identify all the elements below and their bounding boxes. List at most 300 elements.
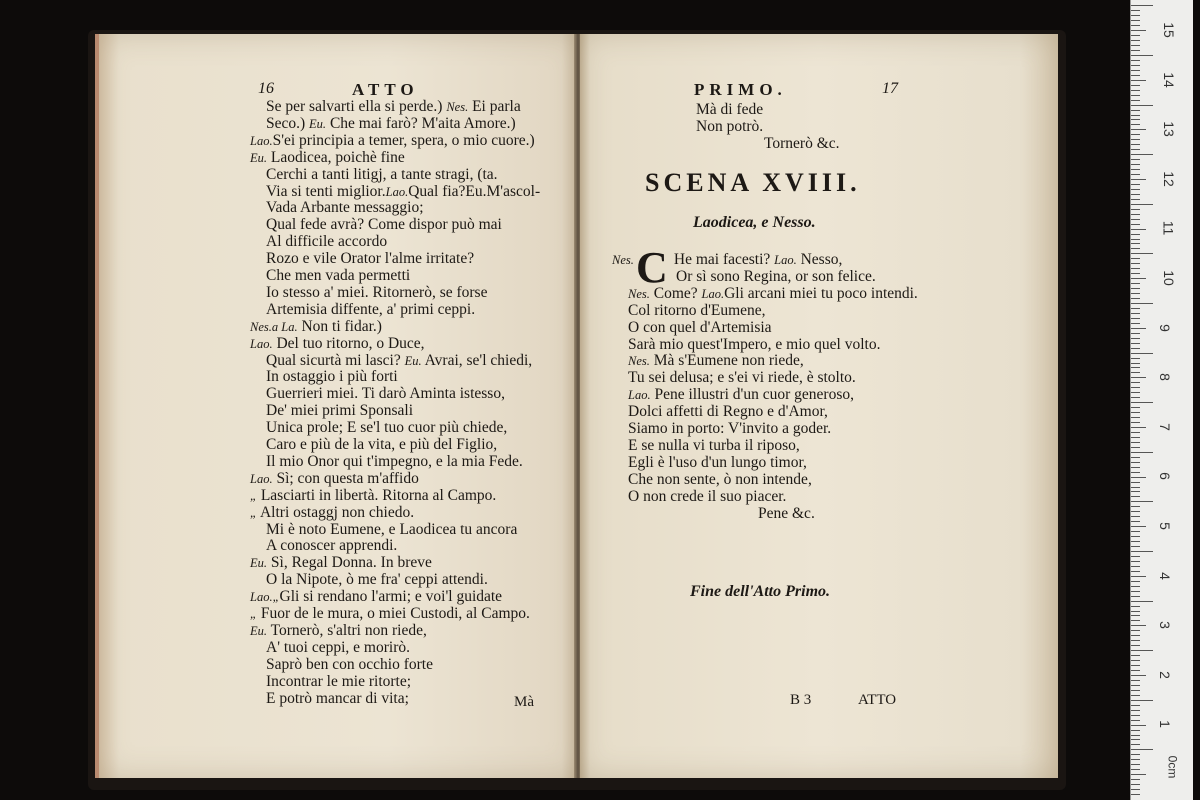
ruler-tick	[1131, 491, 1140, 492]
ruler-tick	[1131, 268, 1140, 269]
line-text: Unica prole; E se'l tuo cuor più chiede,	[266, 419, 508, 437]
ruler-tick	[1131, 635, 1140, 636]
ruler-tick	[1131, 437, 1140, 438]
left-text-line	[250, 318, 382, 336]
ruler-tick	[1131, 566, 1140, 567]
ruler-tick	[1131, 85, 1140, 86]
left-page-number: 16	[258, 80, 274, 97]
line-text: Ei parla	[468, 98, 521, 115]
ruler-tick	[1131, 615, 1140, 616]
signature-mark: B 3	[790, 692, 812, 708]
ruler-tick	[1131, 105, 1153, 106]
ruler-tick	[1131, 194, 1140, 195]
ruler-tick	[1131, 700, 1153, 701]
line-text: Saprò ben con occhio forte	[266, 655, 433, 673]
line-text: Rozo e vile Orator l'alme irritate?	[266, 250, 475, 268]
left-text-line	[266, 284, 487, 301]
ruler-tick	[1131, 645, 1140, 646]
left-text-line	[250, 470, 419, 488]
right-text-line	[612, 251, 842, 269]
ruler-tick	[1131, 561, 1140, 562]
ruler-tick	[1131, 60, 1140, 61]
speaker-label: Lao.	[628, 388, 651, 403]
left-text-line	[266, 656, 433, 673]
right-page-number: 17	[882, 80, 898, 97]
left-text-line	[266, 368, 398, 385]
left-text-line	[266, 385, 505, 402]
ruler-tick	[1131, 784, 1140, 785]
ruler-tick	[1131, 139, 1140, 140]
right-text-line	[628, 319, 772, 336]
ruler-tick	[1131, 219, 1140, 220]
ruler-tick	[1131, 5, 1153, 6]
left-catchword: Mà	[514, 694, 534, 710]
speaker-label: Lao.	[250, 133, 273, 148]
ruler-tick	[1131, 353, 1153, 354]
ruler-tick	[1131, 472, 1140, 473]
left-text-line	[266, 537, 397, 554]
ruler-tick	[1131, 650, 1153, 651]
ruler-tick	[1131, 735, 1140, 736]
ruler-number: 1	[1156, 720, 1173, 729]
ruler-tick	[1131, 80, 1146, 81]
ruler-tick	[1131, 739, 1140, 740]
line-text: Se per salvarti ella si perde.)	[266, 98, 447, 115]
left-text-line	[266, 216, 502, 233]
ruler-tick	[1131, 462, 1140, 463]
ruler-tick	[1131, 323, 1140, 324]
right-text-line	[628, 420, 831, 437]
left-text-line	[266, 98, 521, 116]
ruler-tick	[1131, 258, 1140, 259]
ruler-tick	[1131, 496, 1140, 497]
line-text: Non ti fidar.)	[297, 317, 382, 335]
ruler-tick	[1131, 556, 1140, 557]
ruler-tick	[1131, 263, 1140, 264]
ruler-tick	[1131, 174, 1140, 175]
ruler-tick	[1131, 412, 1140, 413]
ruler-tick	[1131, 442, 1140, 443]
ruler-tick	[1131, 333, 1140, 334]
ruler-number: 6	[1156, 472, 1173, 481]
ruler-number: 10	[1160, 270, 1177, 286]
ruler-number: 9	[1156, 323, 1173, 332]
right-top-line-2: Non potrò.	[696, 118, 764, 135]
line-text: Qual fede avrà? Come dispor può mai	[266, 216, 502, 234]
ruler-tick	[1131, 541, 1140, 542]
ruler-tick	[1131, 417, 1140, 418]
line-text: Pene &c.	[758, 504, 815, 522]
line-text: De' miei primi Sponsali	[266, 402, 414, 420]
ruler-tick	[1131, 620, 1140, 621]
speaker-label: Lao.„	[250, 590, 280, 605]
left-text-line	[266, 419, 507, 436]
ruler-tick	[1131, 611, 1140, 612]
ruler-tick	[1131, 730, 1140, 731]
line-text: Laodicea, poichè fine	[267, 148, 405, 166]
ruler-tick	[1131, 670, 1140, 671]
left-text-line	[266, 402, 413, 419]
ruler-tick	[1131, 20, 1140, 21]
line-text: Vada Arbante messaggio;	[266, 199, 424, 217]
ruler-tick	[1131, 40, 1140, 41]
ruler-tick	[1131, 124, 1140, 125]
ruler-tick	[1131, 348, 1140, 349]
ruler-tick	[1131, 382, 1140, 383]
ruler-tick	[1131, 55, 1153, 56]
line-text: Sarà mio quest'Impero, e mio quel volto.	[628, 335, 881, 353]
act-end-note: Fine dell'Atto Primo.	[690, 583, 831, 600]
right-text-line	[628, 437, 800, 454]
scene-title: SCENA XVIII.	[645, 168, 861, 197]
left-text-line	[266, 571, 488, 588]
speaker-label: Nes.a La.	[250, 319, 298, 334]
line-text: Mi è noto Eumene, e Laodicea tu ancora	[266, 520, 518, 538]
line-text: Cerchi a tanti litigj, a tante stragi, (ta.	[266, 165, 498, 183]
ruler-tick	[1131, 482, 1140, 483]
ruler-tick	[1131, 452, 1153, 453]
speaker-label: „	[250, 607, 257, 621]
line-text: Dolci affetti di Regno e d'Amor,	[628, 403, 828, 421]
left-text-line	[266, 115, 516, 133]
ruler-tick	[1131, 209, 1140, 210]
line-text: Avrai, se'l chiedi,	[421, 351, 533, 369]
ruler-tick	[1131, 144, 1140, 145]
ruler-number: 7	[1156, 422, 1173, 431]
right-text-line	[628, 336, 880, 353]
ruler-tick	[1131, 715, 1140, 716]
left-text-line	[266, 690, 409, 707]
ruler-tick	[1131, 546, 1140, 547]
ruler-tick	[1131, 397, 1140, 398]
line-text: Siamo in porto: V'invito a goder.	[628, 420, 832, 437]
right-running-head: PRIMO.	[694, 80, 787, 99]
line-text: Tu sei delusa; e s'ei vi riede, è stolto.	[628, 369, 856, 387]
ruler-tick	[1131, 298, 1140, 299]
ruler-tick	[1131, 675, 1146, 676]
line-text: Tornerò, s'altri non riede,	[267, 621, 427, 639]
ruler-tick	[1131, 432, 1140, 433]
ruler-tick	[1131, 710, 1140, 711]
ruler-tick	[1131, 372, 1140, 373]
line-text: Del tuo ritorno, o Duce,	[272, 334, 425, 352]
ruler-tick	[1131, 744, 1140, 745]
ruler-tick	[1131, 759, 1140, 760]
ruler-unit-label: 0cm	[1165, 755, 1180, 779]
right-top-line-3: Tornerò &c.	[764, 135, 840, 152]
ruler-number: 12	[1160, 171, 1177, 187]
ruler-tick	[1131, 774, 1146, 775]
line-text: E potrò mancar di vita;	[266, 689, 409, 707]
right-text-line	[628, 454, 807, 471]
ruler-tick	[1131, 606, 1140, 607]
line-text: S'ei principia a temer, spera, o mio cuore.)	[272, 131, 535, 149]
ruler-tick	[1131, 531, 1140, 532]
ruler-tick	[1131, 234, 1140, 235]
left-text-line	[250, 605, 530, 623]
ruler-tick	[1131, 655, 1140, 656]
speaker-label: Eu.	[250, 150, 268, 165]
ruler-tick	[1131, 189, 1140, 190]
left-text-line	[266, 267, 410, 284]
ruler-tick	[1131, 581, 1140, 582]
ruler-tick	[1131, 214, 1140, 215]
ruler-tick	[1131, 680, 1140, 681]
right-text-line	[628, 369, 856, 386]
ruler-tick	[1131, 199, 1140, 200]
ruler-tick	[1131, 526, 1146, 527]
ruler-tick	[1131, 536, 1140, 537]
right-text-line	[628, 471, 812, 488]
ruler-tick	[1131, 754, 1140, 755]
ruler-tick	[1131, 521, 1140, 522]
ruler-tick	[1131, 10, 1140, 11]
ruler-tick	[1131, 506, 1140, 507]
speaker-label: Lao.	[385, 184, 409, 199]
ruler-tick	[1131, 477, 1146, 478]
left-text-line	[266, 673, 411, 690]
ruler-number: 11	[1160, 221, 1177, 236]
left-text-line	[266, 233, 387, 250]
line-text: Sì, Regal Donna. In breve	[267, 554, 432, 572]
line-text: Io stesso a' miei. Ritornerò, se forse	[266, 283, 488, 301]
speaker-label: Nes.	[446, 100, 469, 114]
ruler-tick	[1131, 159, 1140, 160]
ruler-tick	[1131, 516, 1140, 517]
ruler-tick	[1131, 447, 1140, 448]
ruler-tick	[1131, 95, 1140, 96]
ruler-tick	[1131, 402, 1153, 403]
line-text: Incontrar le mie ritorte;	[266, 672, 412, 690]
speaker-label: Lao.	[701, 286, 725, 301]
ruler-tick	[1131, 363, 1140, 364]
ruler-tick	[1131, 30, 1146, 31]
line-text: Che non sente, ò non intende,	[628, 470, 812, 488]
left-text-line	[266, 453, 523, 470]
ruler-tick	[1131, 169, 1140, 170]
ruler-tick	[1131, 313, 1140, 314]
left-text-line	[250, 487, 496, 505]
right-catchword: ATTO	[858, 692, 897, 708]
line-text: Pene illustri d'un cuor generoso,	[650, 386, 854, 404]
ruler-tick	[1131, 769, 1140, 770]
ruler-tick	[1131, 511, 1140, 512]
ruler-tick	[1131, 660, 1140, 661]
line-text: In ostaggio i più forti	[266, 368, 398, 386]
ruler-tick	[1131, 705, 1140, 706]
ruler-tick	[1131, 253, 1153, 254]
ruler-tick	[1131, 720, 1140, 721]
right-text-line	[628, 386, 854, 404]
ruler-number: 8	[1156, 373, 1173, 382]
right-top-line-1: Mà di fede	[696, 101, 764, 118]
ruler-tick	[1131, 273, 1140, 274]
ruler-tick	[1131, 467, 1140, 468]
ruler-tick	[1131, 377, 1146, 378]
left-text-line	[250, 149, 405, 167]
ruler-tick	[1131, 665, 1140, 666]
ruler-tick	[1131, 134, 1140, 135]
ruler-number: 13	[1160, 121, 1177, 137]
line-text: A' tuoi ceppi, e morirò.	[266, 638, 410, 656]
left-text-line	[266, 352, 532, 370]
line-text: Mà s'Eumene non riede,	[649, 352, 804, 370]
ruler-tick	[1131, 422, 1140, 423]
ruler-tick	[1131, 591, 1140, 592]
ruler-tick	[1131, 100, 1140, 101]
ruler-tick	[1131, 65, 1140, 66]
ruler-tick	[1131, 407, 1140, 408]
ruler-tick	[1131, 685, 1140, 686]
ruler-tick	[1131, 725, 1146, 726]
ruler-tick	[1131, 224, 1140, 225]
speaker-label: Nes.	[612, 253, 634, 267]
right-text-line	[628, 352, 804, 370]
line-text: Come?	[649, 284, 702, 302]
line-text: Gli arcani miei tu poco intendi.	[724, 284, 918, 302]
left-text-line	[250, 622, 427, 640]
ruler-tick	[1131, 243, 1140, 244]
ruler-tick	[1131, 45, 1140, 46]
line-text: Egli è l'uso d'un lungo timor,	[628, 453, 807, 471]
line-text: Qual sicurtà mi lasci?	[266, 351, 405, 369]
left-text-line	[266, 199, 424, 216]
ruler-tick	[1131, 239, 1140, 240]
ruler-number: 14	[1160, 71, 1177, 88]
right-text-line	[628, 302, 766, 319]
measuring-ruler	[1130, 0, 1193, 800]
right-text-line	[628, 403, 828, 420]
line-text: Seco.)	[266, 114, 310, 132]
ruler-tick	[1131, 50, 1140, 51]
ruler-tick	[1131, 283, 1140, 284]
line-text: Caro e più de la vita, e più del Figlio,	[266, 436, 498, 453]
ruler-tick	[1131, 630, 1140, 631]
left-text-line	[266, 183, 540, 201]
right-text-line	[676, 268, 876, 285]
ruler-tick	[1131, 501, 1153, 502]
right-text-line	[628, 285, 918, 303]
ruler-tick	[1131, 487, 1140, 488]
ruler-tick	[1131, 586, 1140, 587]
line-text: O non crede il suo piacer.	[628, 487, 787, 505]
line-text: O la Nipote, ò me fra' ceppi attendi.	[266, 571, 488, 589]
ruler-tick	[1131, 229, 1146, 230]
line-text: He mai facesti?	[673, 251, 775, 268]
line-text: Al difficile accordo	[266, 233, 388, 251]
line-text: Lasciarti in libertà. Ritorna al Campo.	[256, 486, 497, 504]
ruler-tick	[1131, 328, 1146, 329]
ruler-tick	[1131, 293, 1140, 294]
ruler-tick	[1131, 15, 1140, 16]
ruler-tick	[1131, 358, 1140, 359]
left-text-line	[250, 588, 502, 606]
ruler-tick	[1131, 343, 1140, 344]
scene-persons: Laodicea, e Nesso.	[693, 214, 816, 231]
ruler-tick	[1131, 149, 1140, 150]
ruler-tick	[1131, 695, 1140, 696]
ruler-tick	[1131, 625, 1146, 626]
ruler-tick	[1131, 278, 1146, 279]
line-text: Gli si rendano l'armi; e voi'l guidate	[279, 588, 503, 606]
ruler-tick	[1131, 779, 1140, 780]
ruler-tick	[1131, 90, 1140, 91]
ruler-tick	[1131, 392, 1140, 393]
left-text-line	[266, 521, 517, 538]
speaker-label: Eu.	[250, 623, 268, 638]
ruler-tick	[1131, 35, 1140, 36]
speaker-label: Nes.	[628, 354, 650, 369]
ruler-tick	[1131, 184, 1140, 185]
line-text: Il mio Onor qui t'impegno, e la mia Fede.	[266, 452, 523, 470]
line-text: Che men vada permetti	[266, 267, 411, 284]
ruler-tick	[1131, 164, 1140, 165]
ruler-tick	[1131, 571, 1140, 572]
line-text: Or sì sono Regina, or son felice.	[676, 267, 876, 285]
line-text: A conoscer apprendi.	[266, 537, 398, 555]
ruler-number: 5	[1156, 522, 1173, 530]
ruler-tick	[1131, 75, 1140, 76]
left-text-line	[266, 166, 498, 183]
line-text: O con quel d'Artemisia	[628, 318, 772, 336]
speaker-label: Eu.	[404, 353, 422, 368]
speaker-label: Eu.	[309, 116, 327, 131]
ruler-tick	[1131, 789, 1140, 790]
ruler-tick	[1131, 303, 1153, 304]
ruler-tick	[1131, 110, 1140, 111]
line-text: Guerrieri miei. Ti darò Aminta istesso,	[266, 385, 505, 403]
left-text-line	[250, 554, 432, 572]
line-text: Via si tenti miglior.	[266, 182, 386, 200]
line-text: E se nulla vi turba il riposo,	[628, 436, 800, 454]
ruler-tick	[1131, 764, 1140, 765]
ruler-tick	[1131, 308, 1140, 309]
line-text: Fuor de le mura, o miei Custodi, al Campo.	[256, 605, 530, 622]
ruler-tick	[1131, 338, 1140, 339]
ruler-tick	[1131, 551, 1153, 552]
ruler-number: 2	[1156, 670, 1173, 679]
left-text-line	[250, 132, 535, 150]
ruler-tick	[1131, 601, 1153, 602]
ruler-tick	[1131, 387, 1140, 388]
ruler-tick	[1131, 640, 1140, 641]
ruler-tick	[1131, 129, 1146, 130]
speaker-label: Nes.	[628, 286, 650, 301]
ruler-tick	[1131, 794, 1140, 795]
ruler-tick	[1131, 204, 1153, 205]
ruler-tick	[1131, 367, 1140, 368]
ruler-tick	[1131, 576, 1146, 577]
line-text: Col ritorno d'Eumene,	[628, 301, 766, 319]
ruler-number: 3	[1156, 621, 1173, 630]
left-running-head: ATTO	[352, 80, 419, 99]
ruler-tick	[1131, 690, 1140, 691]
ruler-tick	[1131, 749, 1153, 750]
right-text-line	[758, 505, 815, 522]
speaker-label: „	[250, 488, 257, 503]
ruler-tick	[1131, 248, 1140, 249]
line-text: Altri ostaggj non chiedo.	[256, 503, 415, 521]
line-text: Nesso,	[796, 251, 843, 268]
ruler-tick	[1131, 318, 1140, 319]
ruler-tick	[1131, 154, 1153, 155]
left-text-line	[266, 250, 474, 267]
ruler-tick	[1131, 457, 1140, 458]
left-text-line	[266, 436, 497, 453]
speaker-label: „	[250, 505, 257, 520]
ruler-tick	[1131, 115, 1140, 116]
ruler-tick	[1131, 288, 1140, 289]
